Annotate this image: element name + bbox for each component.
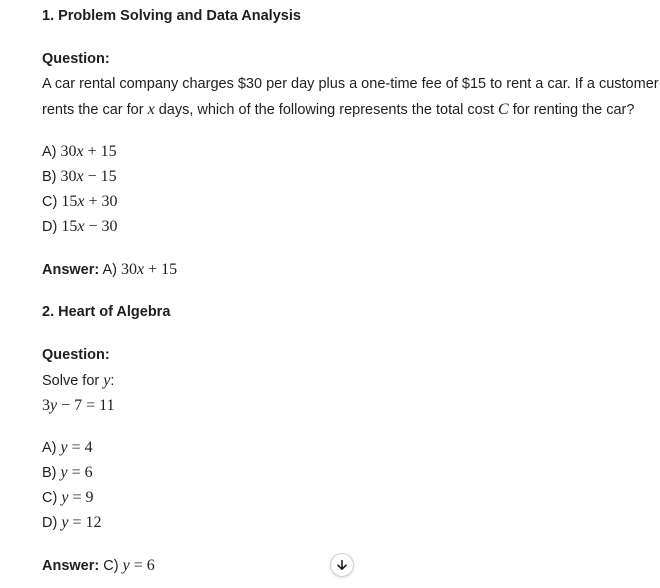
option-letter: D) xyxy=(42,515,62,531)
question-text-part: for renting the car? xyxy=(508,102,635,118)
arrow-down-icon xyxy=(336,559,348,571)
math-coef: 3 xyxy=(42,397,50,414)
math-variable: y xyxy=(122,557,130,574)
solve-text: Solve for xyxy=(42,373,104,389)
math-variable: y xyxy=(61,514,69,531)
math-variable: x xyxy=(76,168,84,185)
math-coef: 15 xyxy=(61,193,78,210)
math-operator: = xyxy=(68,489,86,506)
equation-line xyxy=(42,397,115,415)
option-b xyxy=(42,464,93,482)
answer-letter: C) xyxy=(99,558,123,574)
math-constant: 30 xyxy=(101,218,118,235)
option-letter: C) xyxy=(42,490,62,506)
question-label: Question: xyxy=(42,51,110,67)
math-coef: 30 xyxy=(120,261,137,278)
question-text-line2 xyxy=(42,101,634,119)
option-a xyxy=(42,143,117,161)
option-letter: C) xyxy=(42,194,62,210)
math-operator: − xyxy=(83,168,101,185)
question-label: Question: xyxy=(42,347,110,363)
math-variable: y xyxy=(60,464,68,481)
section-heading-heart-of-algebra: 2. Heart of Algebra xyxy=(42,304,171,320)
math-variable: y xyxy=(61,489,69,506)
math-variable: y xyxy=(103,372,111,389)
math-constant: 15 xyxy=(100,143,117,160)
math-variable: y xyxy=(60,439,68,456)
math-operator: + xyxy=(144,261,162,278)
option-c xyxy=(42,193,117,211)
solve-for-line xyxy=(42,372,114,390)
answer-letter: A) xyxy=(99,262,121,278)
solve-colon: : xyxy=(110,373,115,389)
section-heading-problem-solving: 1. Problem Solving and Data Analysis xyxy=(42,8,301,24)
answer-label: Answer: xyxy=(42,558,100,574)
math-constant: 6 xyxy=(146,557,155,574)
option-letter: A) xyxy=(42,144,61,160)
question-text-part: rents the car for xyxy=(42,102,148,118)
math-constant: 4 xyxy=(84,439,93,456)
scroll-to-bottom-button[interactable] xyxy=(330,553,354,577)
answer-line xyxy=(42,261,177,279)
math-constant: 11 xyxy=(99,397,115,414)
math-constant: 15 xyxy=(100,168,117,185)
math-constant: 6 xyxy=(84,464,93,481)
option-letter: B) xyxy=(42,465,61,481)
math-operator: = xyxy=(68,514,86,531)
math-constant: 30 xyxy=(101,193,118,210)
option-d xyxy=(42,218,117,236)
math-operator: − 7 = xyxy=(57,397,100,414)
math-operator: + xyxy=(84,193,102,210)
answer-label: Answer: xyxy=(42,262,100,278)
math-coef: 30 xyxy=(60,143,77,160)
math-variable: x xyxy=(77,218,85,235)
math-variable: x xyxy=(147,101,155,118)
math-variable: x xyxy=(136,261,145,278)
math-constant: 12 xyxy=(85,514,102,531)
option-a xyxy=(42,439,93,457)
question-text-line1: A car rental company charges $30 per day plus a one-time fee of $15 to rent a car. If a customer xyxy=(42,76,659,92)
math-variable: x xyxy=(76,143,84,160)
math-variable: C xyxy=(498,101,509,118)
option-letter: B) xyxy=(42,169,61,185)
option-b xyxy=(42,168,117,186)
option-letter: A) xyxy=(42,440,61,456)
math-operator: = xyxy=(67,439,85,456)
math-operator: = xyxy=(129,557,147,574)
math-variable: x xyxy=(77,193,85,210)
math-operator: = xyxy=(67,464,85,481)
option-c xyxy=(42,489,93,507)
math-constant: 9 xyxy=(85,489,94,506)
answer-line xyxy=(42,557,155,575)
math-constant: 15 xyxy=(161,261,178,278)
question-text-part: days, which of the following represents the total cost xyxy=(154,102,499,118)
math-variable: y xyxy=(50,397,58,414)
math-coef: 30 xyxy=(60,168,77,185)
math-operator: − xyxy=(84,218,102,235)
option-letter: D) xyxy=(42,219,62,235)
option-d xyxy=(42,514,101,532)
math-coef: 15 xyxy=(61,218,78,235)
math-operator: + xyxy=(83,143,101,160)
